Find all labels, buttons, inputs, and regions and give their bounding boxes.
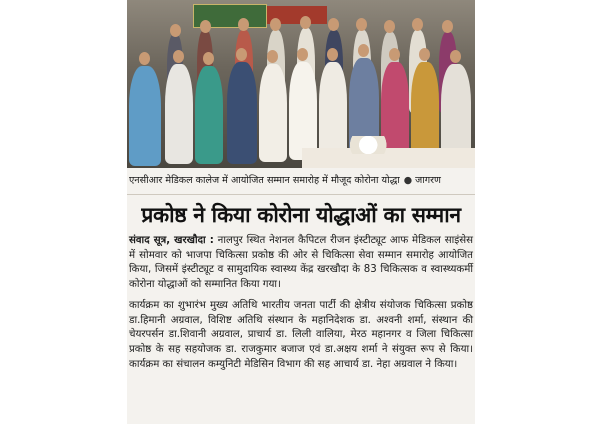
- caption-text: एनसीआर मेडिकल कालेज में आयोजित सम्मान समारोह में मौजूद कोरोना योद्धा: [129, 175, 400, 186]
- paragraph-1-text: नालपुर स्थित नेशनल कैपिटल रीजन इंस्टीट्यूट आफ मेडिकल साइंसेस में सोमवार को भाजपा चिकित्सा प्रकोष्ठ की ओर से चिकित्सा सेवा सम्मान समारोह आयोजित किया, जिसमें इंस्टीट्यूट व सामुदायिक स्वास्थ्य केंद्र खरखौदा के 83 चिकित्सक व स्वास्थ्यकर्मी कोरोना योद्धाओं को सम्मानित किया गया।: [129, 235, 473, 291]
- paragraph-2: कार्यक्रम का शुभारंभ मुख्य अतिथि भारतीय जनता पार्टी की क्षेत्रीय संयोजक चिकित्सा प्रकोष्ठ डा.हिमानी अग्रवाल, विशिष्ट अतिथि संस्थान के महानिदेशक डा. अश्वनी शर्मा, संस्थान की चेयरपर्सन डा.शिवानी अग्रवाल, प्राचार्य डा. लिली वालिया, मेरठ महानगर व जिला चिकित्सा प्रकोष्ठ के सह सहयोजक डा. राजकुमार बजाज एवं डा.अक्षय शर्मा ने संयुक्त रूप से किया। कार्यक्रम का संचालन कम्युनिटी मेडिसिन विभाग की सह आचार्य डा. नेहा अग्रवाल ने किया।: [129, 299, 473, 370]
- dateline: संवाद सूत्र, खरखौदा :: [129, 235, 214, 246]
- paragraph-1: [129, 234, 473, 293]
- photo-credit: जागरण: [415, 175, 441, 186]
- newspaper-clipping: [127, 0, 475, 424]
- flower-bouquet: [349, 136, 397, 154]
- photo-caption: [127, 168, 475, 195]
- article-body: [129, 234, 473, 378]
- event-photo: [127, 0, 475, 168]
- bullet-icon: ●: [403, 175, 413, 186]
- headline: प्रकोष्ठ ने किया कोरोना योद्धाओं का सम्मान: [141, 203, 461, 227]
